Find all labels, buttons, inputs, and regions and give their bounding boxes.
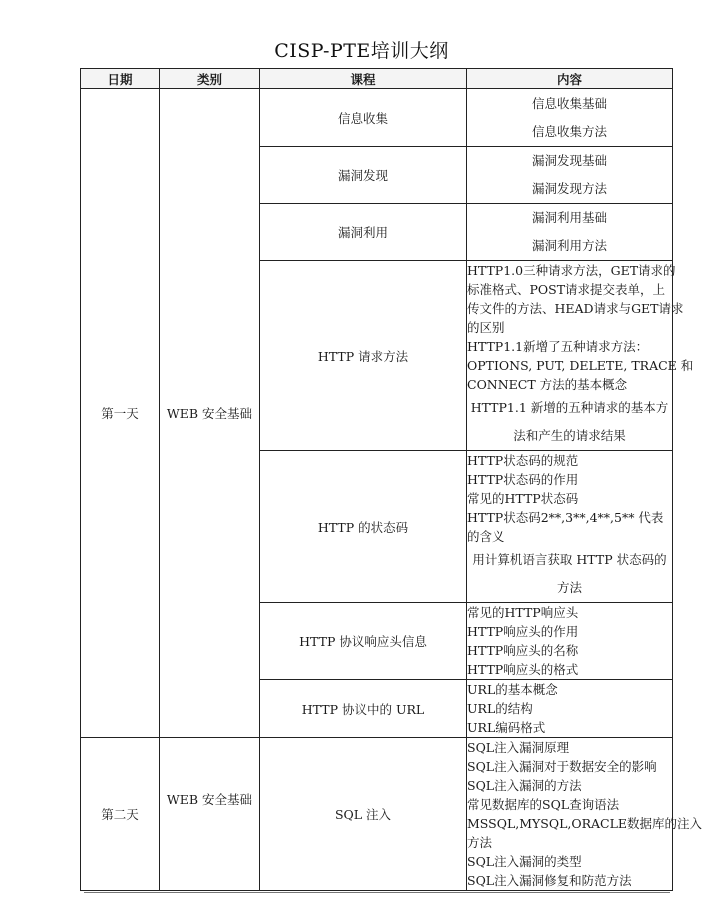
header-date: 日期 — [81, 69, 160, 89]
document-title: CISP-PTE培训大纲 — [274, 40, 449, 62]
content-cell — [467, 147, 673, 204]
content-line: HTTP响应头的格式 — [467, 662, 579, 677]
content-line: 漏洞发现基础 — [531, 153, 607, 168]
day1-category-cell — [160, 89, 260, 738]
content-line: HTTP状态码的规范 — [467, 453, 579, 468]
course-name: SQL 注入 — [334, 807, 392, 822]
course-cell — [260, 204, 467, 261]
content-line: SQL注入漏洞的类型 — [467, 854, 582, 869]
content-line: 传文件的方法、HEAD请求与GET请求 — [467, 301, 684, 316]
content-line: 方法 — [467, 835, 493, 850]
content-line: SQL注入漏洞原理 — [467, 740, 570, 755]
course-cell — [260, 680, 467, 738]
content-line: OPTIONS, PUT, DELETE, TRACE 和 — [467, 358, 694, 373]
course-name: 信息收集 — [337, 110, 388, 126]
content-cell — [467, 261, 694, 451]
content-line: URL编码格式 — [467, 720, 546, 735]
header-row — [81, 69, 673, 89]
content-line: SQL注入漏洞的方法 — [467, 778, 582, 793]
content-cell — [467, 603, 673, 680]
course-cell — [260, 89, 467, 147]
content-cell — [467, 451, 673, 603]
content-line: 常见数据库的SQL查询语法 — [467, 797, 620, 812]
day2-category-cell — [160, 738, 260, 891]
content-line: HTTP响应头的名称 — [467, 643, 579, 658]
content-cell — [467, 680, 673, 738]
content-line: 常见的HTTP响应头 — [467, 605, 579, 620]
content-line: 用计算机语言获取 HTTP 状态码的 — [472, 552, 667, 567]
course-name: 漏洞发现 — [337, 168, 388, 183]
course-name: HTTP 的状态码 — [317, 519, 409, 535]
content-line: HTTP1.1新增了五种请求方法： — [467, 339, 649, 354]
content-line: 的含义 — [467, 529, 505, 544]
table-row — [81, 738, 673, 891]
content-line: 的区别 — [467, 320, 505, 335]
content-line: 信息收集方法 — [531, 123, 607, 139]
content-cell — [467, 89, 673, 147]
content-line: HTTP状态码的作用 — [467, 472, 579, 487]
day2-date: 第二天 — [101, 807, 139, 822]
content-line: HTTP1.0三种请求方法，GET请求的 — [467, 263, 676, 278]
content-line: 漏洞利用基础 — [531, 210, 607, 225]
content-line: HTTP响应头的作用 — [467, 624, 579, 639]
content-line: 常见的HTTP状态码 — [467, 491, 579, 506]
course-name: HTTP 协议响应头信息 — [299, 634, 427, 649]
content-line: 漏洞发现方法 — [531, 181, 607, 196]
table-row — [81, 89, 673, 147]
content-line: CONNECT 方法的基本概念 — [467, 377, 628, 392]
content-line: URL的结构 — [467, 701, 533, 716]
content-line: SQL注入漏洞对于数据安全的影响 — [467, 759, 657, 774]
day1-category: WEB 安全基础 — [166, 406, 253, 421]
content-cell — [467, 738, 703, 891]
content-line: HTTP1.1 新增的五种请求的基本方 — [470, 400, 669, 415]
content-line: URL的基本概念 — [467, 682, 558, 697]
day1-date-cell — [81, 89, 160, 738]
course-name: HTTP 协议中的 URL — [301, 701, 425, 717]
content-line: SQL注入漏洞修复和防范方法 — [467, 873, 632, 888]
content-line: 漏洞利用方法 — [531, 238, 607, 253]
course-cell — [260, 261, 467, 451]
content-line: MSSQL,MYSQL,ORACLE数据库的注入 — [467, 816, 703, 831]
day2-category: WEB 安全基础 — [166, 792, 253, 807]
course-cell — [260, 603, 467, 680]
header-category: 类别 — [160, 69, 260, 89]
course-name: 漏洞利用 — [337, 225, 388, 240]
day2-date-cell — [81, 738, 160, 891]
page-bottom-rule — [84, 892, 670, 893]
content-line: 标准格式、POST请求提交表单，上 — [467, 282, 666, 297]
course-cell — [260, 147, 467, 204]
content-line: HTTP状态码2**,3**,4**,5** 代表 — [467, 510, 664, 525]
course-cell — [260, 738, 467, 891]
training-outline-table — [80, 68, 703, 891]
content-line: 法和产生的请求结果 — [513, 428, 626, 443]
header-course: 课程 — [260, 69, 467, 89]
content-line: 信息收集基础 — [531, 95, 607, 111]
day1-date: 第一天 — [101, 406, 139, 421]
header-content: 内容 — [467, 69, 673, 89]
course-name: HTTP 请求方法 — [317, 348, 409, 364]
content-line: 方法 — [556, 580, 582, 595]
content-cell — [467, 204, 673, 261]
course-cell — [260, 451, 467, 603]
